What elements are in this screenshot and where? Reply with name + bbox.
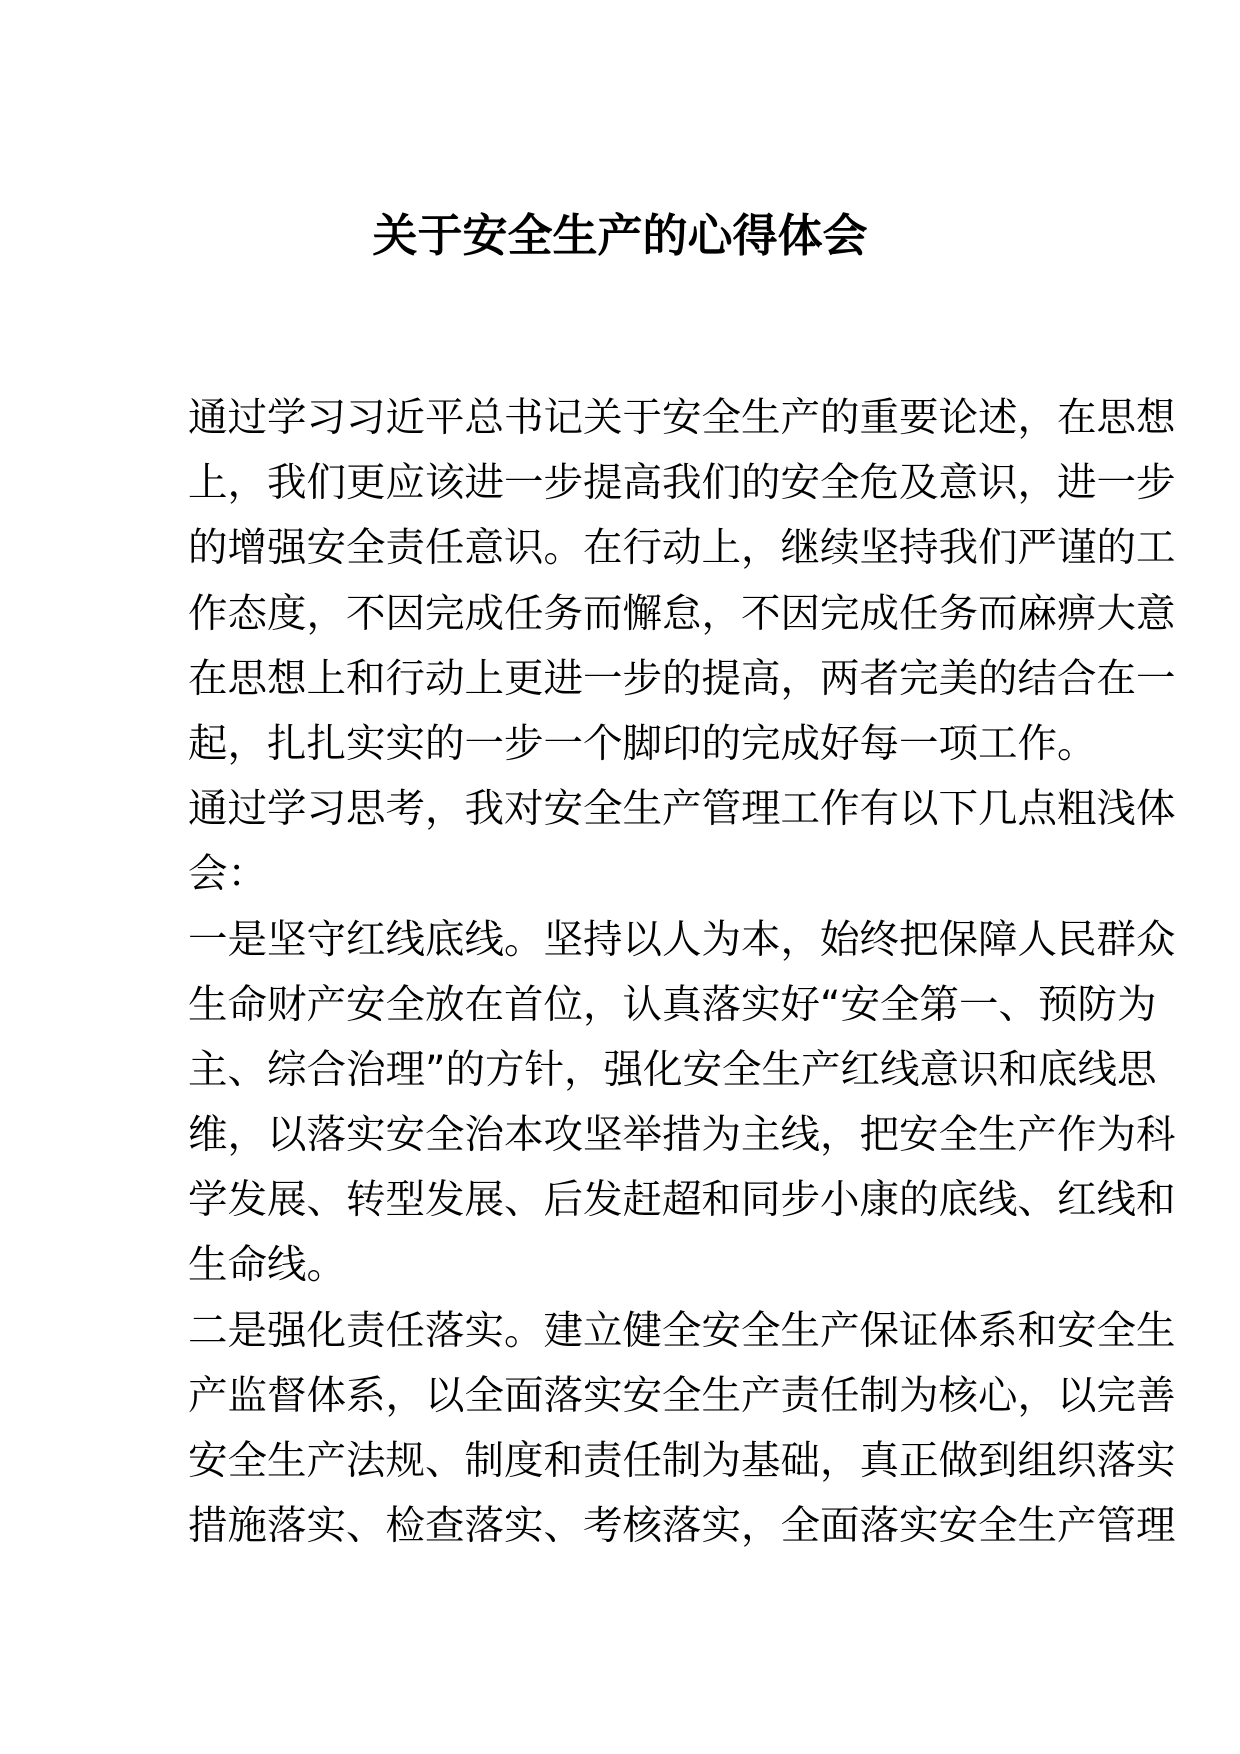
text-line: 通过学习思考，我对安全生产管理工作有以下几点粗浅体 [188,786,1176,833]
text-line: 措施落实、检查落实、考核落实，全面落实安全生产管理 [188,1503,1176,1550]
text-line: 会： [188,851,267,898]
document-body [188,386,1176,1559]
text-line: 通过学习习近平总书记关于安全生产的重要论述，在思想 [188,395,1176,441]
text-line: 一是坚守红线底线。坚持以人为本，始终把保障人民群众 [188,916,1176,963]
text-line: 产监督体系，以全面落实安全生产责任制为核心，以完善 [188,1372,1176,1419]
text-line: 主、综合治理”的方针，强化安全生产红线意识和底线思 [188,1046,1157,1093]
text-line: 作态度，不因完成任务而懈怠，不因完成任务而麻痹大意 [188,590,1176,637]
text-line: 安全生产法规、制度和责任制为基础，真正做到组织落实 [188,1438,1176,1484]
document-title: 关于安全生产的心得体会 [372,209,868,262]
text-line: 生命财产安全放在首位，认真落实好“安全第一、预防为 [188,981,1157,1028]
text-line: 维，以落实安全治本攻坚举措为主线，把安全生产作为科 [188,1112,1176,1159]
text-line: 生命线。 [188,1242,346,1289]
text-line: 在思想上和行动上更进一步的提高，两者完美的结合在一 [188,655,1176,702]
text-line: 二是强化责任落实。建立健全安全生产保证体系和安全生 [188,1307,1176,1354]
text-line: 学发展、转型发展、后发赶超和同步小康的底线、红线和 [188,1177,1176,1224]
text-line: 的增强安全责任意识。在行动上，继续坚持我们严谨的工 [188,525,1176,572]
text-line: 上，我们更应该进一步提高我们的安全危及意识，进一步 [188,460,1176,507]
text-line: 起，扎扎实实的一步一个脚印的完成好每一项工作。 [188,720,1097,767]
